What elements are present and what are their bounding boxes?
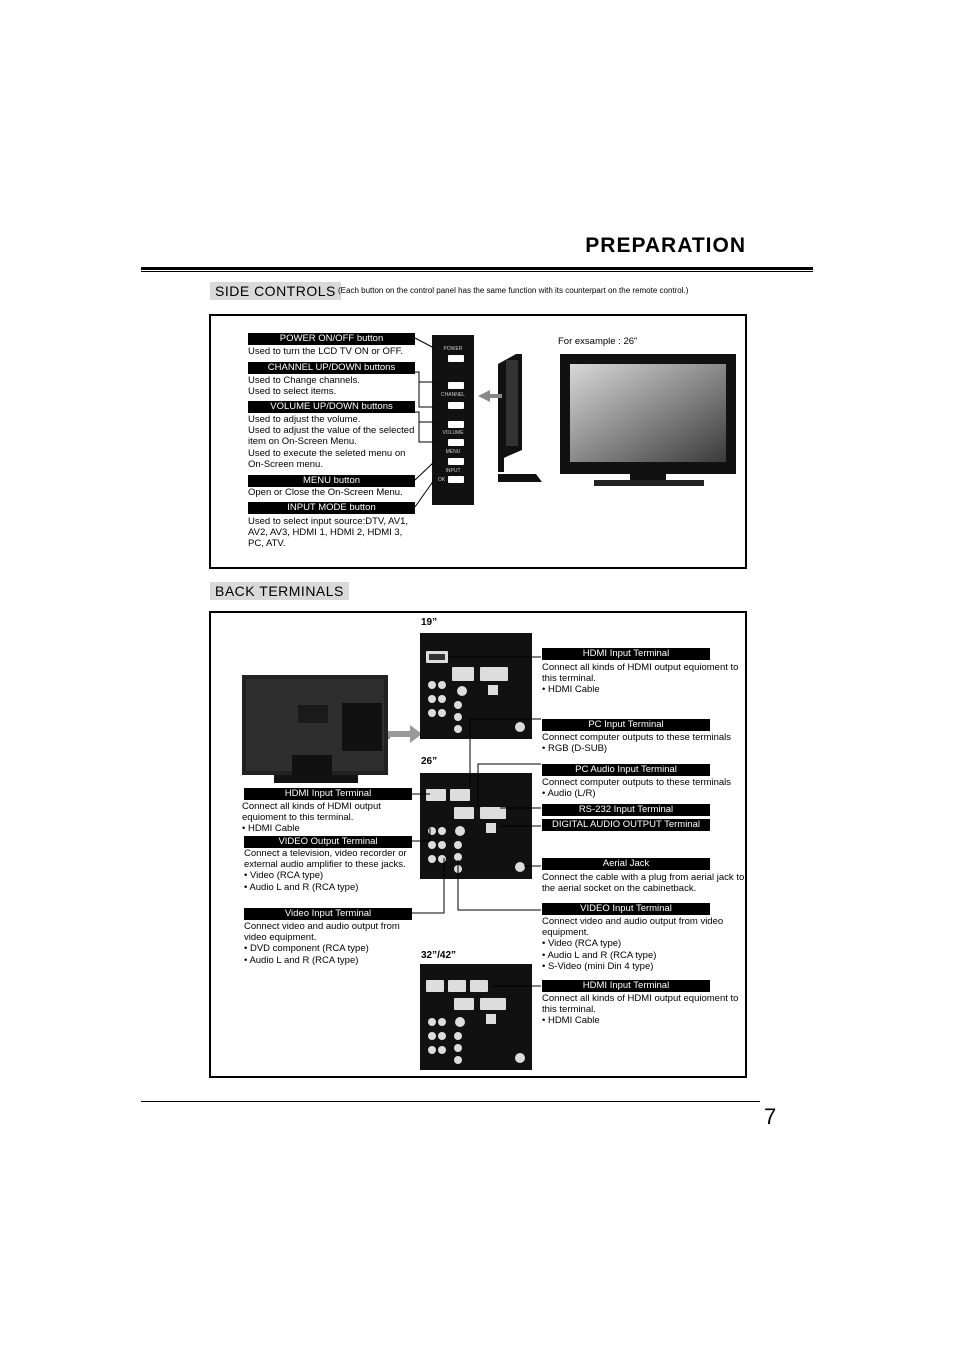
label-bar: HDMI Input Terminal [542,980,710,992]
side-controls-note: (Each button on the control panel has the same function with its counterpart on the remote control.) [338,286,689,295]
description: Used to Change channels. Used to select items. [248,375,360,398]
label-bar: Aerial Jack [542,858,710,870]
label-bar: VOLUME UP/DOWN buttons [248,401,415,413]
power-label: POWER [443,346,463,352]
description: Connect video and audio output from video equipment. • DVD component (RCA type) • Audio L and R (RCA type) [244,921,400,966]
description: Used to select input source:DTV, AV1, AV2, AV3, HDMI 1, HDMI 2, HDMI 3, PC, ATV. [248,516,409,550]
back-terminals-tag: BACK TERMINALS [210,582,349,600]
label-bar: POWER ON/OFF button [248,333,415,345]
description: Used to turn the LCD TV ON or OFF. [248,346,404,357]
description: Connect a television, video recorder or external audio amplifier to these jacks. • Video (RCA type) • Audio L and R (RCA type) [244,848,407,893]
size-label-26: 26” [421,756,438,767]
description: Connect computer outputs to these terminals • RGB (D-SUB) [542,732,732,755]
example-label: For exsample : 26" [558,336,638,347]
label-bar: CHANNEL UP/DOWN buttons [248,362,415,374]
volume-label: VOLUME [442,430,464,436]
description: Connect the cable with a plug from aerial jack to the aerial socket on the cabinetback. [542,872,745,895]
description: Used to adjust the volume. Used to adjust the value of the selected item on On-Screen Menu. Used to execute the seleted menu on On-Screen menu. [248,414,415,470]
description: Connect all kinds of HDMI output equioment to this terminal. • HDMI Cable [542,662,739,696]
channel-label: CHANNEL [441,392,465,398]
page-title: PREPARATION [585,234,746,257]
description: Connect video and audio output from video equipment. • Video (RCA type) • Audio L and R (RCA type) • S-Video (mini Din 4 type) [542,916,724,972]
ok-label: OK [438,477,446,483]
label-bar: DIGITAL AUDIO OUTPUT Terminal [542,819,710,831]
label-bar: VIDEO Output Terminal [244,836,412,848]
label-bar: PC Input Terminal [542,719,710,731]
footer-rule [141,1101,760,1102]
input-label: INPUT [445,468,461,474]
label-bar: INPUT MODE button [248,502,415,514]
description: Open or Close the On-Screen Menu. [248,487,403,498]
page-number: 7 [764,1104,777,1129]
menu-label: MENU [445,449,461,455]
label-bar: PC Audio Input Terminal [542,764,710,776]
description: Connect all kinds of HDMI output equioment to this terminal. • HDMI Cable [542,993,739,1027]
label-bar: HDMI Input Terminal [542,648,710,660]
label-bar: RS-232 Input Terminal [542,804,710,816]
size-label-32-42: 32”/42” [421,950,457,961]
label-bar: VIDEO Input Terminal [542,903,710,915]
description: Connect computer outputs to these terminals • Audio (L/R) [542,777,732,800]
label-bar: MENU button [248,475,415,487]
label-bar: Video Input Terminal [244,908,412,920]
description: Connect all kinds of HDMI output equioment to this terminal. • HDMI Cable [242,801,381,835]
side-controls-tag: SIDE CONTROLS [210,282,341,300]
label-bar: HDMI Input Terminal [244,788,412,800]
size-label-19: 19” [421,617,438,628]
